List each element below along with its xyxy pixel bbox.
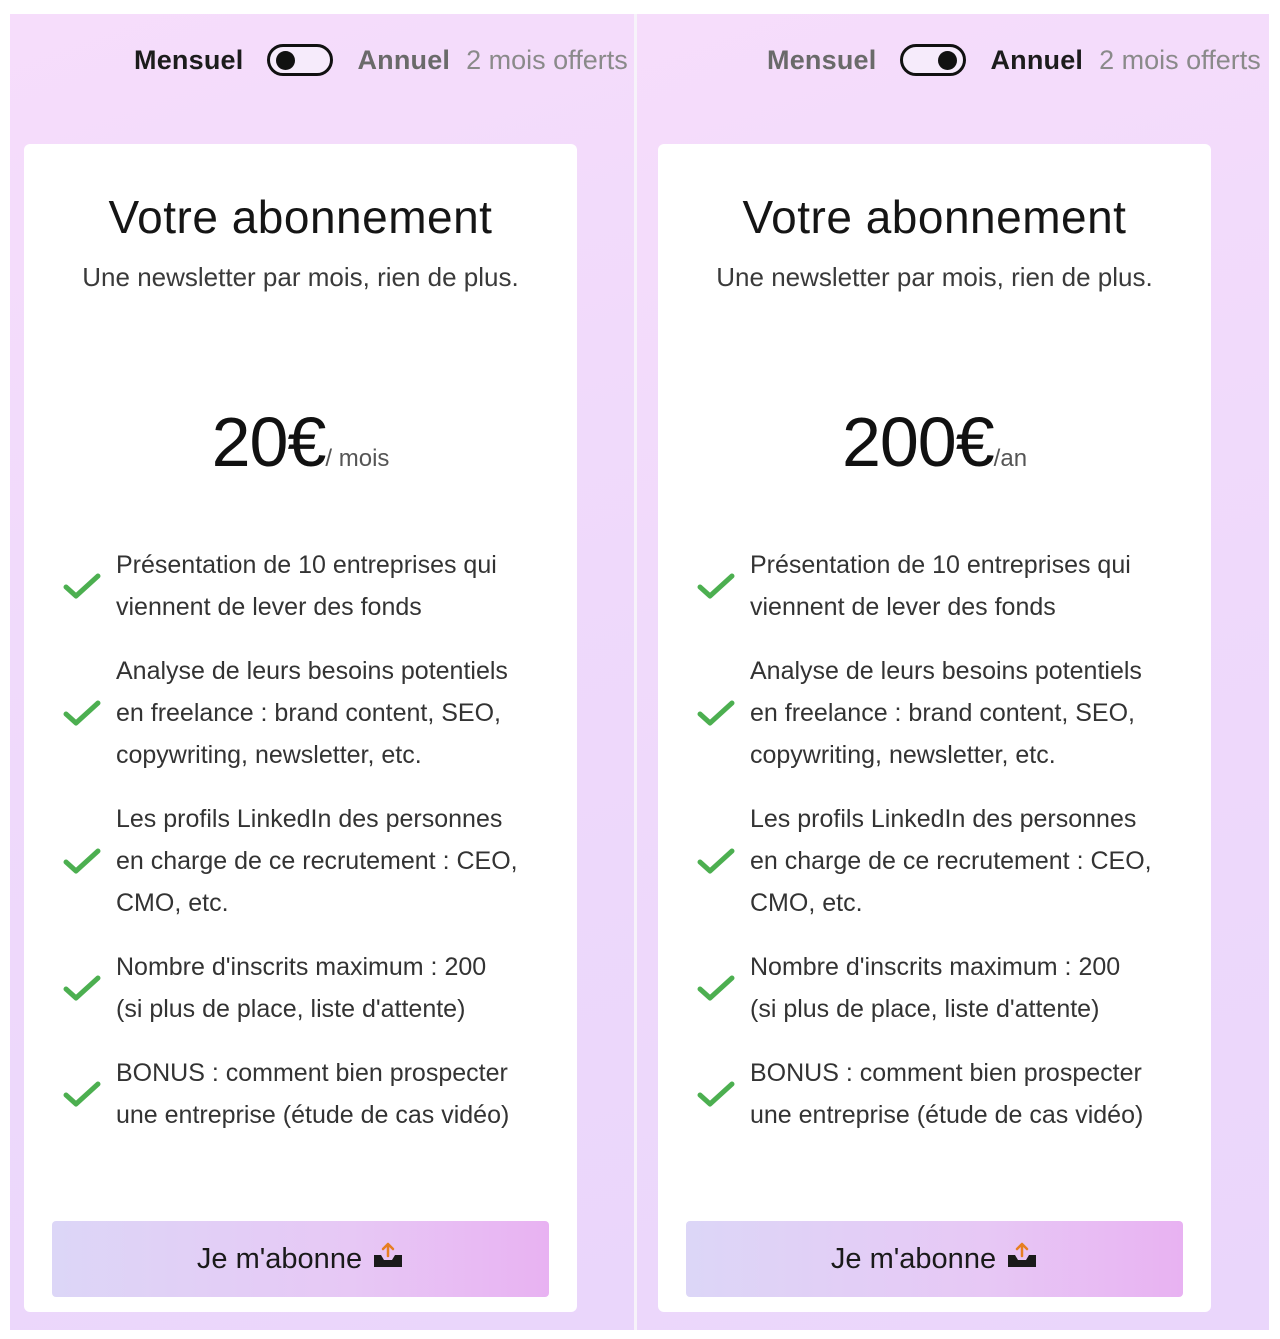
subscribe-button[interactable] (686, 1221, 1183, 1297)
check-icon (696, 571, 736, 601)
feature-text: Les profils LinkedIn des personnes en charge de ce recrutement : CEO, CMO, etc. (750, 805, 1152, 917)
check-icon (62, 698, 102, 728)
feature-item (62, 798, 552, 924)
feature-text: BONUS : comment bien prospecter une entreprise (étude de cas vidéo) (750, 1059, 1144, 1129)
subscription-card (658, 144, 1211, 1312)
card-subtitle: Une newsletter par mois, rien de plus. (82, 262, 519, 292)
feature-item (696, 650, 1186, 776)
switch-knob (938, 51, 957, 70)
subscription-card (24, 144, 577, 1312)
check-icon (62, 571, 102, 601)
toggle-label-monthly[interactable]: Mensuel (767, 44, 877, 75)
feature-item (696, 798, 1186, 924)
feature-text: Nombre d'inscrits maximum : 200 (si plus de place, liste d'attente) (116, 953, 487, 1023)
card-subtitle: Une newsletter par mois, rien de plus. (716, 262, 1153, 292)
annual-offer-note: 2 mois offerts (1099, 44, 1261, 75)
check-icon (696, 973, 736, 1003)
toggle-label-annual[interactable]: Annuel (990, 44, 1084, 75)
check-icon (62, 973, 102, 1003)
feature-item (696, 946, 1186, 1030)
price-amount: 20€ (211, 403, 326, 481)
check-icon (62, 1079, 102, 1109)
feature-text: Analyse de leurs besoins potentiels en freelance : brand content, SEO, copywriting, newsletter, etc. (116, 657, 508, 769)
subscribe-button-label: Je m'abonne (830, 1242, 997, 1275)
billing-toggle-row (134, 32, 628, 88)
feature-text: Présentation de 10 entreprises qui viennent de lever des fonds (116, 551, 497, 621)
toggle-label-annual[interactable]: Annuel (357, 44, 451, 75)
price-period: /an (993, 445, 1028, 472)
feature-text: Nombre d'inscrits maximum : 200 (si plus de place, liste d'attente) (750, 953, 1121, 1023)
feature-text: Présentation de 10 entreprises qui viennent de lever des fonds (750, 551, 1131, 621)
check-icon (62, 846, 102, 876)
feature-item (62, 1052, 552, 1136)
billing-period-switch[interactable] (900, 44, 966, 76)
pricing-panel-monthly (10, 14, 634, 1330)
subscribe-button-label: Je m'abonne (196, 1242, 363, 1275)
upload-inbox-icon (372, 1241, 404, 1277)
billing-toggle-row (767, 32, 1261, 88)
feature-item (696, 544, 1186, 628)
feature-list (62, 544, 552, 1158)
upload-inbox-icon (1006, 1241, 1038, 1277)
check-icon (696, 1079, 736, 1109)
price-period: / mois (325, 445, 390, 472)
feature-text: Analyse de leurs besoins potentiels en freelance : brand content, SEO, copywriting, newsletter, etc. (750, 657, 1142, 769)
switch-knob (276, 51, 295, 70)
check-icon (696, 698, 736, 728)
feature-item (62, 946, 552, 1030)
feature-item (62, 650, 552, 776)
card-title: Votre abonnement (108, 191, 493, 243)
subscribe-button[interactable] (52, 1221, 549, 1297)
price-display (658, 402, 1211, 482)
feature-text: Les profils LinkedIn des personnes en charge de ce recrutement : CEO, CMO, etc. (116, 805, 518, 917)
price-amount: 200€ (841, 403, 994, 481)
pricing-panel-annual (637, 14, 1269, 1330)
feature-item (62, 544, 552, 628)
check-icon (696, 846, 736, 876)
feature-item (696, 1052, 1186, 1136)
feature-text: BONUS : comment bien prospecter une entreprise (étude de cas vidéo) (116, 1059, 510, 1129)
billing-period-switch[interactable] (267, 44, 333, 76)
price-display (24, 402, 577, 482)
toggle-label-monthly[interactable]: Mensuel (134, 44, 244, 75)
card-title: Votre abonnement (742, 191, 1127, 243)
feature-list (696, 544, 1186, 1158)
annual-offer-note: 2 mois offerts (466, 44, 628, 75)
